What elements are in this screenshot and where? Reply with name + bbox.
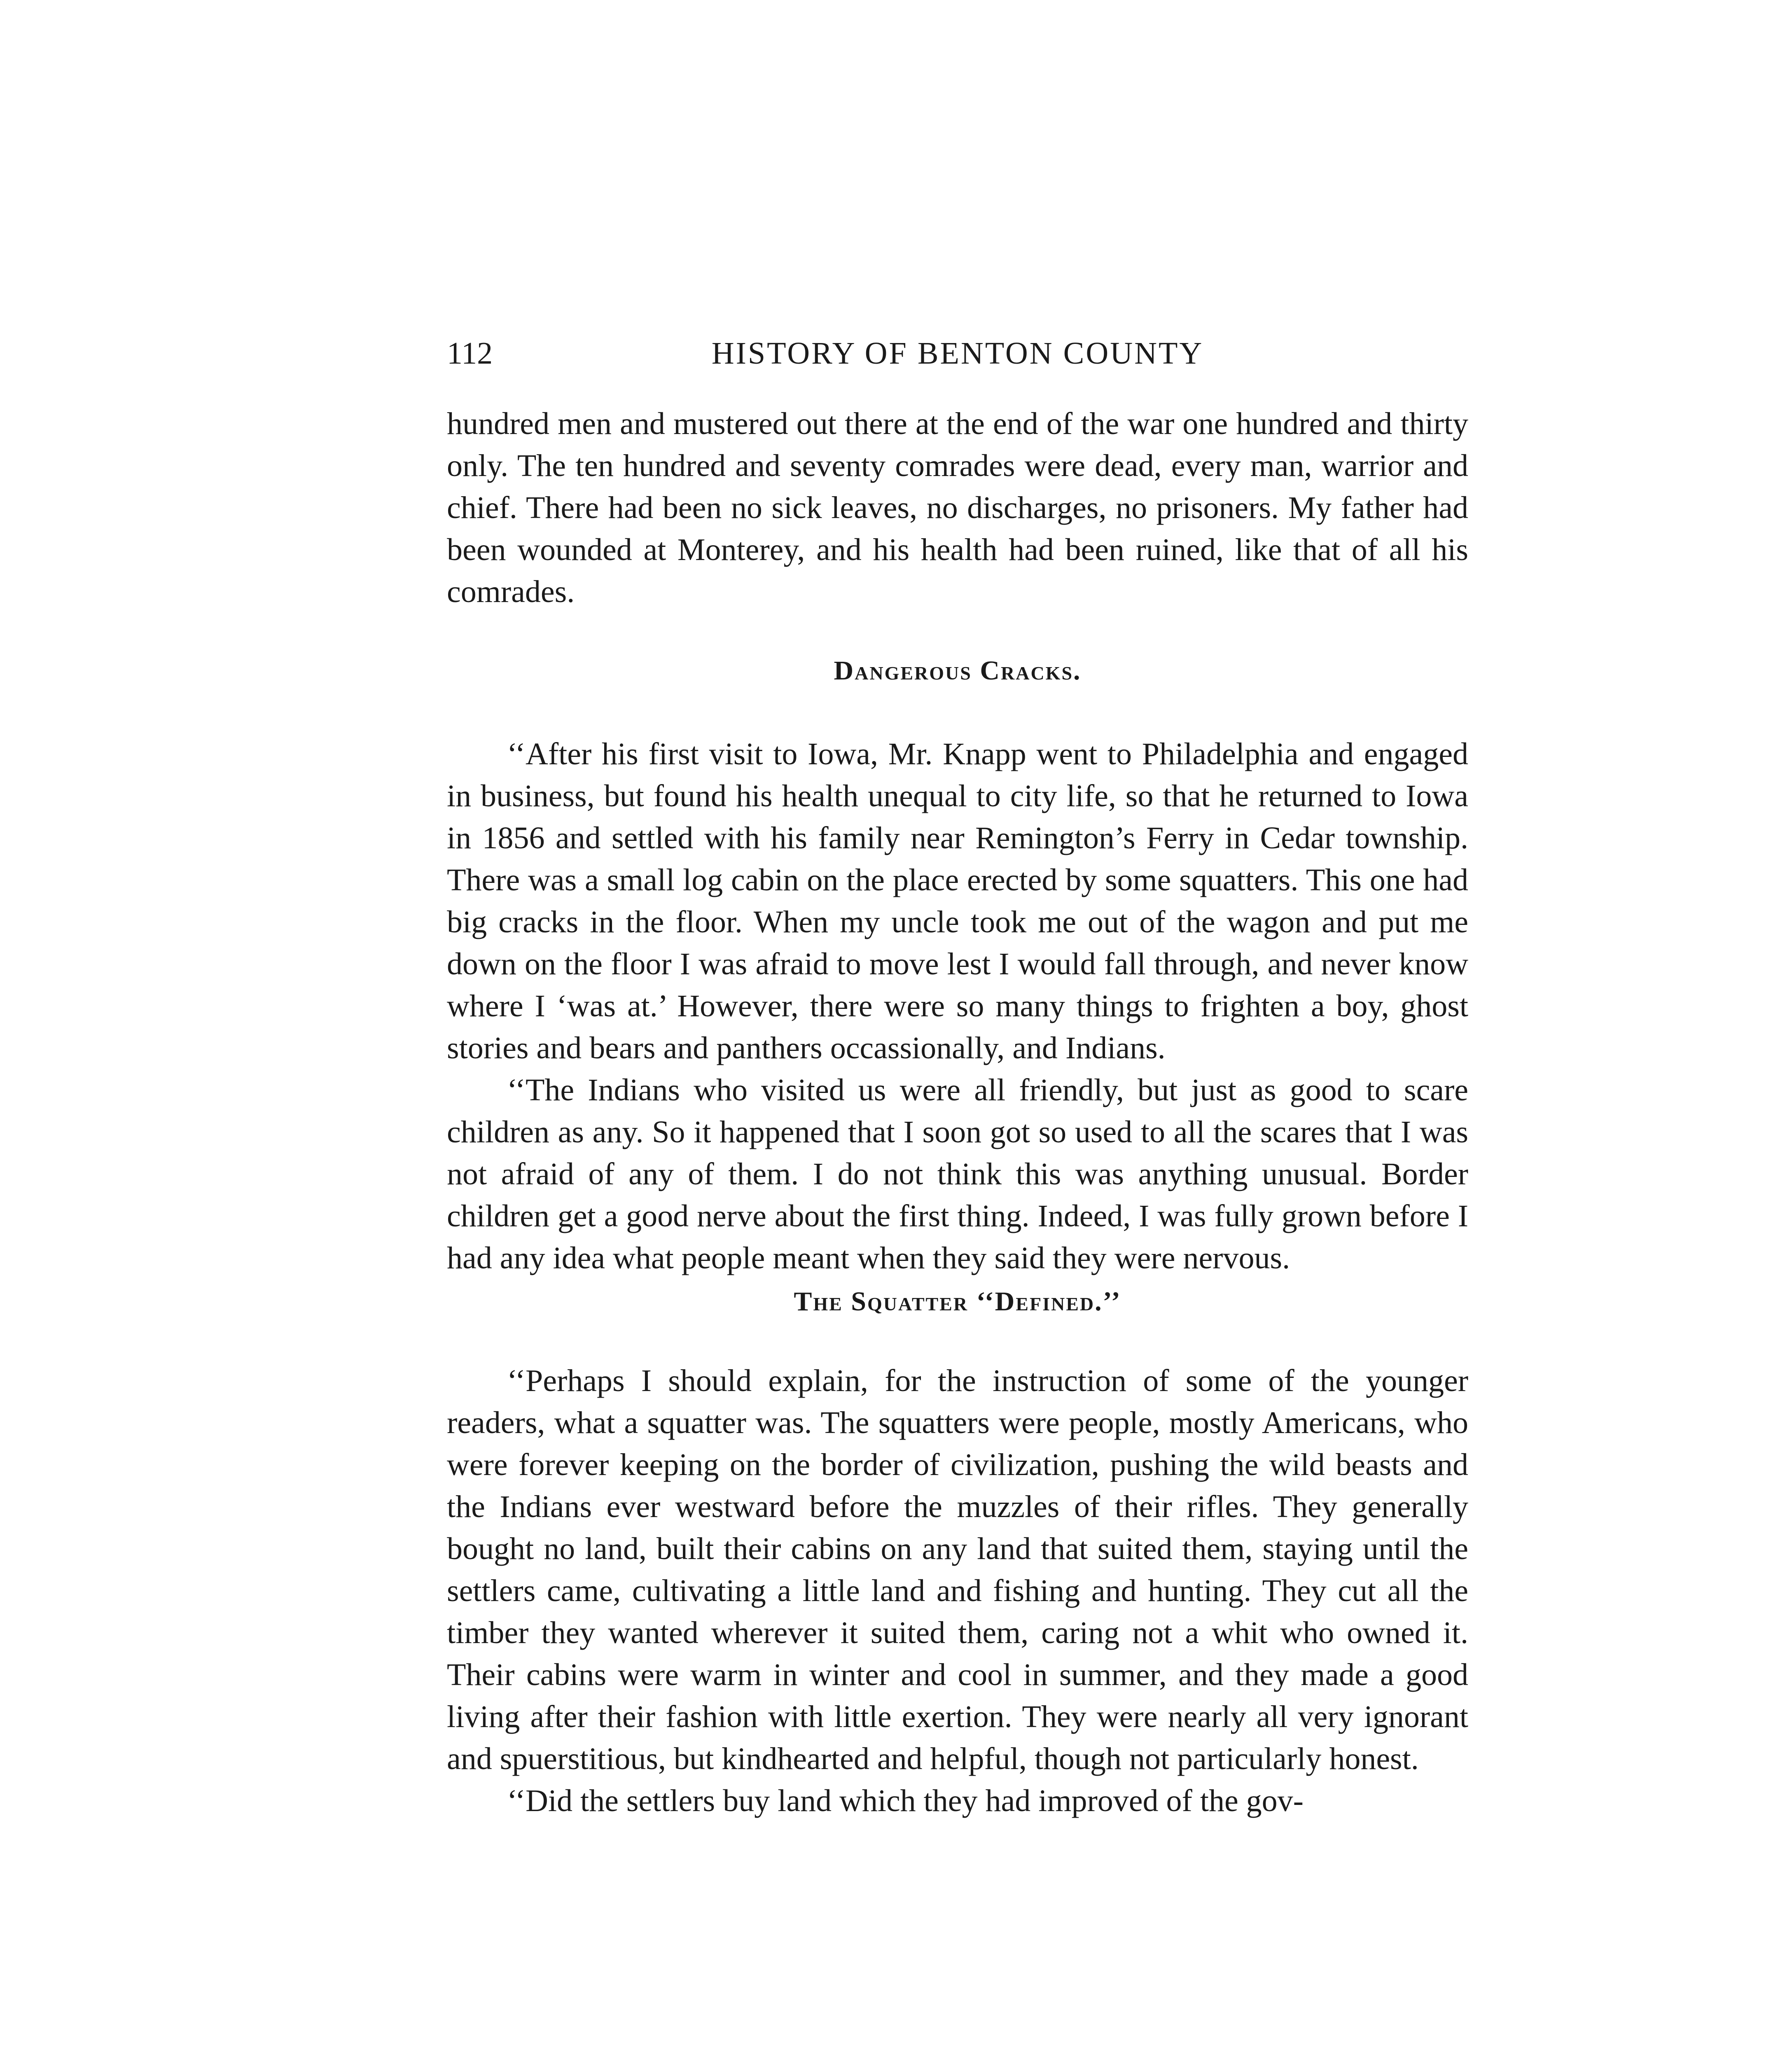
book-page <box>447 334 1468 1822</box>
running-head <box>447 334 1468 373</box>
running-title: HISTORY OF BENTON COUNTY <box>711 336 1204 371</box>
section-heading-dangerous-cracks: Dangerous Cracks. <box>834 656 1082 686</box>
paragraph-squatter-explanation: ‘‘Perhaps I should explain, for the instruction of some of the younger readers, what a squatter was. The squatters were people, mostly Americans, who were forever keeping on the border of civilization, pushing the wild beasts and the Indians ever westward before the muzzles of their rifles. They generally bought no land, built their cabins on any land that suited them, staying until the settlers came, cultivating a little land and fishing and hunting. They cut all the timber they wanted wherever it suited them, caring not a whit who owned it. Their cabins were warm in winter and cool in summer, and they made a good living after their fashion with little exertion. They were nearly all very ignorant and spuerstitious, but kindhearted and helpful, though not particularly honest. <box>447 1363 1468 1776</box>
paragraph-knapp-philadelphia: ‘‘After his first visit to Iowa, Mr. Knapp went to Philadelphia and engaged in business, but found his health unequal to city life, so that he returned to Iowa in 1856 and settled with his family near Remington’s Ferry in Cedar township. There was a small log cabin on the place erected by some squatters. This one had big cracks in the floor. When my uncle took me out of the wagon and put me down on the floor I was afraid to move lest I would fall through, and never know where I ‘was at.’ However, there were so many things to frighten a boy, ghost stories and bears and panthers occassionally, and Indians. <box>447 737 1468 1065</box>
paragraph-indians-friendly: ‘‘The Indians who visited us were all friendly, but just as good to scare children as any. So it happened that I soon got so used to all the scares that I was not afraid of any of them. I do not think this was anything unusual. Border children get a good nerve about the first thing. Indeed, I was fully grown before I had any idea what people meant when they said they were nervous. <box>447 1073 1468 1275</box>
section-heading-squatter-defined: The Squatter ‘‘Defined.’’ <box>794 1286 1121 1317</box>
body-text <box>447 403 1468 1822</box>
page-number: 112 <box>447 336 493 371</box>
paragraph-continuation: hundred men and mustered out there at the end of the war one hundred and thirty only. The ten hundred and seventy comrades were dead, every man, warrior and chief. There had been no sick leaves, no discharges, no prisoners. My father had been wounded at Monterey, and his health had been ruined, like that of all his comrades. <box>447 406 1468 609</box>
paragraph-settlers-buy-land: ‘‘Did the settlers buy land which they had improved of the gov- <box>507 1784 1304 1818</box>
